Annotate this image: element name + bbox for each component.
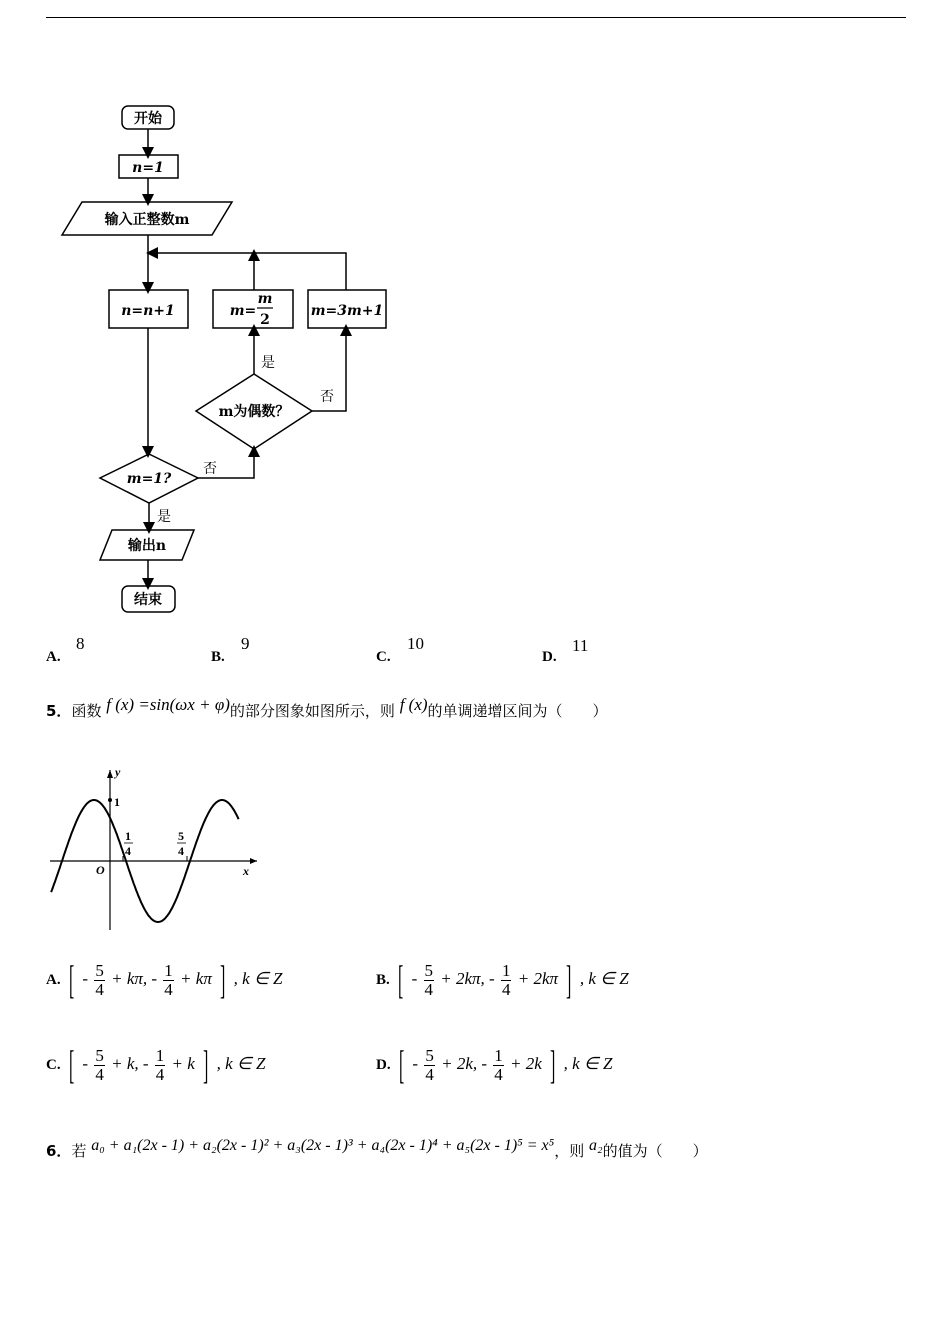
- yes-label-one: 是: [157, 509, 171, 525]
- q5-d-n2: 1: [494, 1045, 503, 1065]
- q5-d-rbracket: ]: [550, 1042, 556, 1087]
- y-axis-label: y: [115, 765, 121, 779]
- sine-graph: [45, 762, 265, 934]
- q5-b-frac2: [501, 962, 512, 999]
- q5-a-n1: 5: [95, 960, 104, 980]
- q5-a-letter: A.: [46, 971, 61, 988]
- q5-b-sign: -: [411, 968, 418, 988]
- one-check-label: m=1?: [126, 471, 172, 487]
- q6-middle: ，则: [554, 1142, 585, 1160]
- q5-a-m1: + kπ, -: [111, 968, 158, 988]
- q5-d-m1: + 2k, -: [441, 1053, 488, 1073]
- x-axis-label: x: [243, 864, 249, 878]
- q5-a-frac1: [94, 962, 105, 999]
- q5-d-frac1: [424, 1047, 435, 1084]
- q6-expr: a₀ + a₁(2x - 1) + a₂(2x - 1)² + a₃(2x - 1)³ + a₄(2x - 1)⁴ + a₅(2x - 1)⁵ = x⁵: [91, 1137, 555, 1154]
- q6-stem: [46, 1137, 708, 1161]
- q5-c-n1: 5: [95, 1045, 104, 1065]
- q5-a-tail: , k ∈ Z: [233, 968, 283, 988]
- q5-d-letter: D.: [376, 1056, 391, 1073]
- half-lhs: m=: [229, 303, 257, 319]
- q6-target: a₂: [589, 1137, 603, 1154]
- init-label: n=1: [132, 160, 164, 176]
- q5-a-sign: -: [82, 968, 89, 988]
- one-label: 1: [114, 795, 120, 809]
- no-label-even: 否: [320, 389, 334, 405]
- q5-c-d1: 4: [95, 1064, 104, 1084]
- top-rule: [46, 17, 906, 18]
- q4-option-b-value: 9: [241, 634, 250, 653]
- q5-c-n2: 1: [155, 1045, 165, 1065]
- q4-option-b-letter: B.: [211, 649, 225, 665]
- q5-a-n2: 1: [164, 960, 173, 980]
- q5-a-rbracket: ]: [220, 957, 226, 1002]
- q5-c-sign: -: [82, 1053, 89, 1073]
- flowchart: [40, 95, 420, 625]
- q6-number: 6．: [46, 1142, 72, 1160]
- q5-d-frac2: [493, 1047, 504, 1084]
- q5-d-tail: , k ∈ Z: [563, 1053, 613, 1073]
- half-num: m: [257, 291, 273, 307]
- start-label: 开始: [134, 111, 162, 127]
- end-label: 结束: [134, 592, 162, 608]
- quarter-den: 4: [125, 844, 131, 858]
- q5-c-lbracket: [: [68, 1042, 75, 1087]
- triple-label: m=3m+1: [310, 303, 384, 319]
- q5-b-n1: 5: [424, 960, 434, 980]
- q5-prefix: 函数: [71, 702, 102, 720]
- q5-c-m2: + k: [171, 1053, 195, 1073]
- y-intercept-dot: [108, 798, 112, 802]
- q5-b-n2: 1: [501, 960, 511, 980]
- q5-c-frac1: [94, 1047, 105, 1084]
- q5-b-d1: 4: [424, 979, 434, 999]
- input-label: 输入正整数m: [104, 212, 190, 228]
- yes-label-even: 是: [261, 355, 275, 371]
- q5-d-lbracket: [: [398, 1042, 405, 1087]
- q5-b-frac1: [424, 962, 435, 999]
- even-check-label: m为偶数？: [218, 404, 290, 420]
- q5-d-sign: -: [412, 1053, 419, 1073]
- q5-c-letter: C.: [46, 1056, 61, 1073]
- q5-b-m2: + 2kπ: [517, 968, 559, 988]
- q5-c-d2: 4: [155, 1064, 165, 1084]
- q5-d-d2: 4: [494, 1064, 503, 1084]
- q4-option-c-value: 10: [407, 634, 424, 653]
- q4-option-a-letter: A.: [46, 649, 61, 665]
- q4-option-d-value: 11: [572, 636, 589, 655]
- q6-suffix: 的值为（ ）: [602, 1142, 708, 1160]
- q5-option-a: [46, 957, 283, 1002]
- q5-d-n1: 5: [425, 1045, 434, 1065]
- q5-stem: [46, 695, 608, 721]
- increment-label: n=n+1: [121, 303, 175, 319]
- q5-suffix: 的单调递增区间为（ ）: [427, 702, 608, 720]
- x-axis-arrow: [250, 858, 257, 864]
- q5-b-tail: , k ∈ Z: [579, 968, 629, 988]
- q5-b-d2: 4: [501, 979, 511, 999]
- q5-option-c: [46, 1042, 266, 1087]
- q5-b-m1: + 2kπ, -: [440, 968, 495, 988]
- q4-option-c-letter: C.: [376, 649, 391, 665]
- q5-c-rbracket: ]: [203, 1042, 209, 1087]
- q4-option-a-value: 8: [76, 634, 85, 653]
- five-den: 4: [178, 844, 184, 858]
- q5-a-m2: + kπ: [180, 968, 212, 988]
- no-label-one: 否: [203, 461, 217, 477]
- five-num: 5: [178, 829, 184, 843]
- origin-label: O: [96, 863, 105, 877]
- q5-c-tail: , k ∈ Z: [216, 1053, 266, 1073]
- flowchart-svg: [40, 95, 420, 625]
- q5-d-d1: 4: [425, 1064, 434, 1084]
- q5-c-m1: + k, -: [111, 1053, 149, 1073]
- sine-graph-svg: [45, 762, 265, 934]
- q5-option-b: [376, 957, 629, 1002]
- q4-option-d-letter: D.: [542, 649, 557, 665]
- q5-d-m2: + 2k: [510, 1053, 542, 1073]
- q5-a-frac2: [163, 962, 174, 999]
- q5-number: 5．: [46, 702, 72, 720]
- q5-b-rbracket: ]: [566, 957, 572, 1002]
- half-den: 2: [260, 312, 270, 328]
- q5-func2: f (x): [399, 695, 428, 714]
- q5-middle: 的部分图象如图所示，则: [229, 702, 395, 720]
- q5-a-d2: 4: [164, 979, 173, 999]
- q5-option-d: [376, 1042, 613, 1087]
- quarter-num: 1: [125, 829, 131, 843]
- q5-b-lbracket: [: [398, 957, 404, 1002]
- output-label: 输出n: [127, 538, 167, 554]
- q5-a-d1: 4: [95, 979, 104, 999]
- q5-func: f (x) =sin(ωx + φ): [106, 695, 230, 714]
- q5-b-letter: B.: [376, 971, 390, 988]
- q6-prefix: 若: [71, 1142, 87, 1160]
- y-axis-arrow: [107, 770, 113, 778]
- q5-c-frac2: [155, 1047, 166, 1084]
- q5-a-lbracket: [: [68, 957, 75, 1002]
